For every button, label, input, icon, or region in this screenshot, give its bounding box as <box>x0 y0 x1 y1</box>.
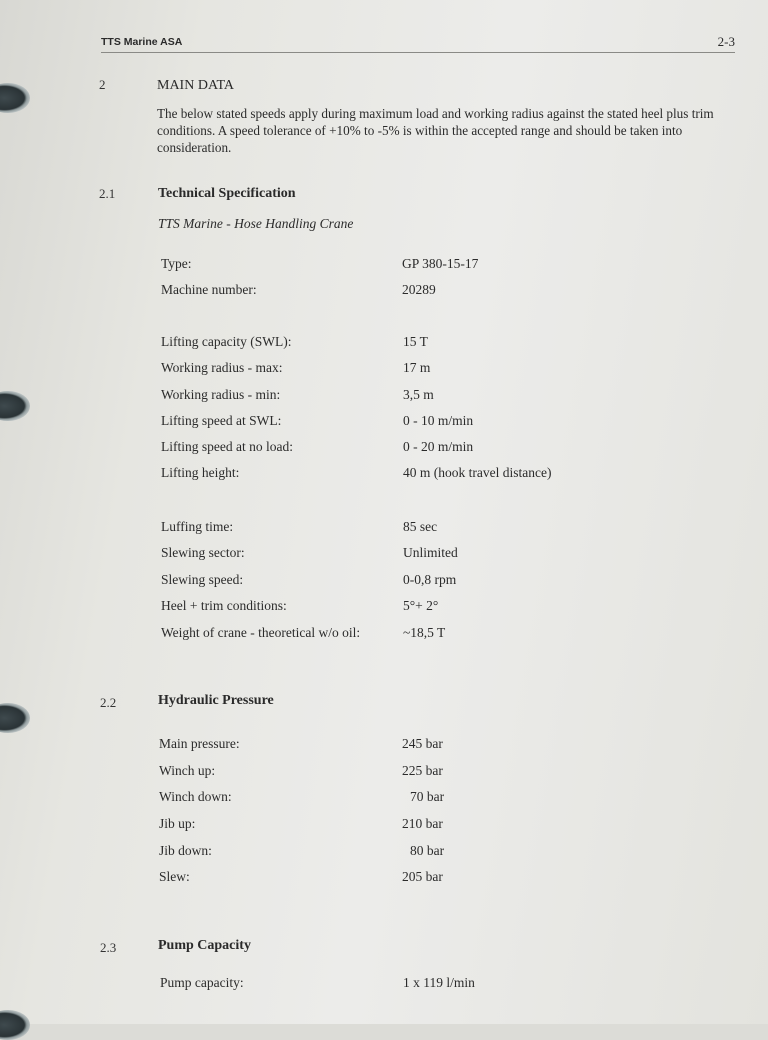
spec-label: Weight of crane - theoretical w/o oil: <box>161 625 361 640</box>
spec-value: ~18,5 T <box>403 625 446 640</box>
spec-label: Lifting speed at SWL: <box>161 413 282 428</box>
spec-label: Slewing sector: <box>161 545 245 560</box>
hydraulic-label: Jib down: <box>159 843 212 858</box>
spec-value: 15 T <box>403 334 428 349</box>
pump-label: Pump capacity: <box>160 975 244 990</box>
hydraulic-value: 80 bar <box>410 843 445 858</box>
pump-value: 1 x 119 l/min <box>403 975 475 990</box>
spec-label: Lifting speed at no load: <box>161 439 293 454</box>
spec-row <box>0 282 768 302</box>
spec-row <box>0 519 768 539</box>
hydraulic-row <box>0 736 768 756</box>
section-title: Pump Capacity <box>158 938 251 953</box>
section-number: 2.1 <box>99 186 116 201</box>
spec-row <box>0 598 768 618</box>
spec-row <box>0 334 768 354</box>
hydraulic-label: Slew: <box>159 869 190 884</box>
section-title: Hydraulic Pressure <box>158 693 274 708</box>
spec-row <box>0 256 768 276</box>
spec-value: 0 - 10 m/min <box>403 413 474 428</box>
section-number: 2 <box>99 77 106 92</box>
hydraulic-value: 210 bar <box>402 816 443 831</box>
spec-row <box>0 360 768 380</box>
spec-label: Lifting height: <box>161 465 240 480</box>
hydraulic-label: Winch up: <box>159 763 216 778</box>
page-number: 2-3 <box>717 34 735 49</box>
spec-row <box>0 439 768 459</box>
spec-value: 40 m (hook travel distance) <box>403 465 552 480</box>
hydraulic-label: Jib up: <box>159 816 196 831</box>
spec-row <box>0 545 768 565</box>
hydraulic-value: 70 bar <box>410 789 445 804</box>
page-header <box>101 34 735 53</box>
hydraulic-value: 205 bar <box>402 869 443 884</box>
spec-value: 17 m <box>403 360 431 375</box>
hydraulic-row <box>0 843 768 863</box>
section-title: MAIN DATA <box>157 78 235 93</box>
spec-value: 20289 <box>402 282 436 297</box>
spec-label: Working radius - min: <box>161 387 281 402</box>
spec-value: 85 sec <box>403 519 438 534</box>
spec-label: Working radius - max: <box>161 360 283 375</box>
spec-label: Slewing speed: <box>161 572 244 587</box>
section-subtitle: TTS Marine - Hose Handling Crane <box>158 216 354 231</box>
spec-value: Unlimited <box>403 545 458 560</box>
hydraulic-row <box>0 789 768 809</box>
spec-label: Lifting capacity (SWL): <box>161 334 292 349</box>
section-number: 2.3 <box>100 940 117 955</box>
section-title: Technical Specification <box>158 186 296 201</box>
spec-value: 0-0,8 rpm <box>403 572 457 587</box>
hydraulic-value: 245 bar <box>402 736 443 751</box>
spec-row <box>0 413 768 433</box>
hydraulic-row <box>0 763 768 783</box>
company-name: TTS Marine ASA <box>101 36 183 48</box>
spec-value: GP 380-15-17 <box>402 256 479 271</box>
binder-hole <box>0 83 30 113</box>
hydraulic-row <box>0 869 768 889</box>
spec-label: Type: <box>161 256 192 271</box>
pump-row <box>0 975 768 995</box>
spec-label: Heel + trim conditions: <box>161 598 287 613</box>
binder-hole <box>0 1010 30 1040</box>
hydraulic-value: 225 bar <box>402 763 443 778</box>
hydraulic-row <box>0 816 768 836</box>
spec-row <box>0 625 768 645</box>
spec-value: 3,5 m <box>403 387 434 402</box>
spec-label: Machine number: <box>161 282 257 297</box>
spec-value: 5°+ 2° <box>403 598 439 613</box>
section-number: 2.2 <box>100 695 117 710</box>
hydraulic-label: Winch down: <box>159 789 232 804</box>
spec-row <box>0 387 768 407</box>
spec-value: 0 - 20 m/min <box>403 439 474 454</box>
spec-row <box>0 465 768 485</box>
spec-label: Luffing time: <box>161 519 234 534</box>
binder-hole <box>0 703 30 733</box>
hydraulic-label: Main pressure: <box>159 736 240 751</box>
spec-row <box>0 572 768 592</box>
intro-paragraph: The below stated speeds apply during maximum load and working radius against the stated heel plus trim conditions. A speed tolerance of +10% to -5% is within the accepted range and should be taken into consideration. <box>157 106 714 155</box>
